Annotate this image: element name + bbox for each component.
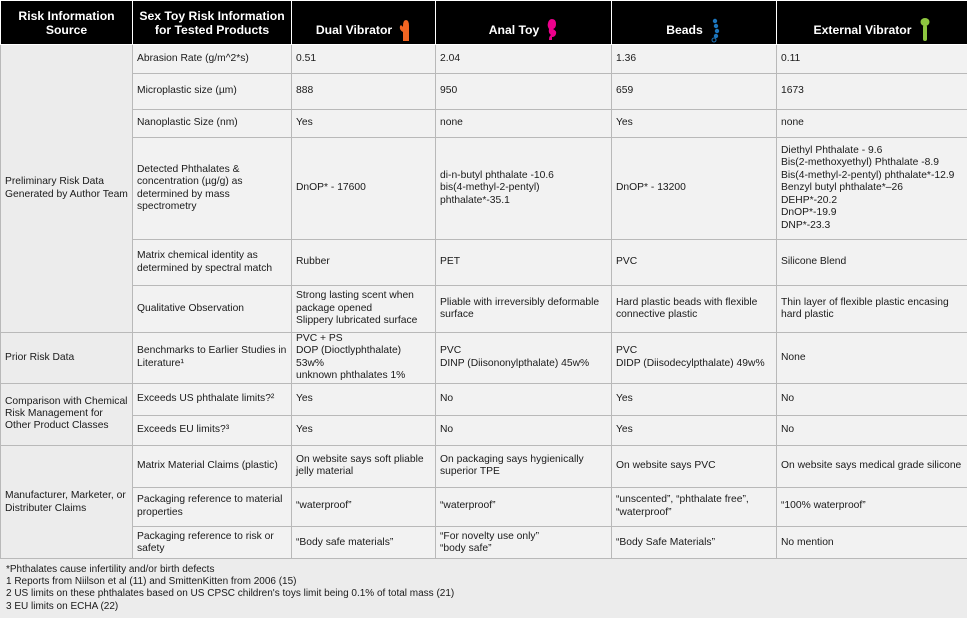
table-cell: none [777,110,967,138]
table-cell: PVC DINP (Diisononylpthalate) 45w% [436,333,612,384]
row-label: Exceeds EU limits?³ [133,415,292,445]
table-cell: None [777,333,967,384]
table-cell: di-n-butyl phthalate -10.6 bis(4-methyl-2-pentyl) phthalate*-35.1 [436,138,612,240]
table-row [1,286,967,333]
header-external-vibrator [777,1,967,45]
footnote: 1 Reports from Niilson et al (11) and SmittenKitten from 2006 (15) [6,576,297,588]
table-cell: Yes [292,415,436,445]
table-cell: “For novelty use only” “body safe” [436,526,612,560]
row-label: Nanoplastic Size (nm) [133,110,292,138]
table-row [1,445,967,487]
row-label: Exceeds US phthalate limits?² [133,383,292,415]
header-anal-toy [436,1,612,45]
header-dual-vibrator-label: Dual Vibrator [315,22,393,37]
table-cell: “waterproof” [292,487,436,526]
table-cell: Strong lasting scent when package opened Slippery lubricated surface [292,286,436,333]
table-cell: No mention [777,526,967,560]
beads-icon [710,17,722,43]
external-vibrator-icon [919,17,931,43]
row-label: Abrasion Rate (g/m^2*s) [133,45,292,74]
table-cell: Hard plastic beads with flexible connective plastic [612,286,777,333]
table-cell: No [777,383,967,415]
table-cell: On website says soft pliable jelly material [292,445,436,487]
table-cell: PVC DIDP (Diisodecylpthalate) 49w% [612,333,777,384]
table-row [1,383,967,415]
row-label: Matrix chemical identity as determined by spectral match [133,240,292,286]
table-cell: DnOP* - 13200 [612,138,777,240]
row-label: Packaging reference to risk or safety [133,526,292,560]
table-cell: Thin layer of flexible plastic encasing hard plastic [777,286,967,333]
footnotes [0,558,967,618]
row-label: Benchmarks to Earlier Studies in Literature¹ [133,333,292,384]
table-cell: “Body safe materials” [292,526,436,560]
table-cell: “unscented”, “phthalate free”, “waterproof” [612,487,777,526]
table-cell: “100% waterproof” [777,487,967,526]
table-cell: Diethyl Phthalate - 9.6 Bis(2-methoxyethyl) Phthalate -8.9 Bis(4-methyl-2-pentyl) phthalate*-12.9 Benzyl butyl phthalate*–26 DEHP*-20.2 DnOP*-19.9 DNP*-23.3 [777,138,967,240]
header-dual-vibrator [292,1,436,45]
table-cell: 2.04 [436,45,612,74]
row-label: Microplastic size (µm) [133,74,292,110]
row-label: Qualitative Observation [133,286,292,333]
anal-toy-icon [546,17,558,43]
table-row [1,240,967,286]
table-cell: Rubber [292,240,436,286]
table-row [1,74,967,110]
table-cell: 1673 [777,74,967,110]
header-external-vibrator-label: External Vibrator [813,22,912,37]
table-cell: Yes [612,415,777,445]
footnote: *Phthalates cause infertility and/or birth defects [6,564,215,575]
table-row [1,45,967,74]
table-cell: DnOP* - 17600 [292,138,436,240]
table-cell: PET [436,240,612,286]
header-anal-toy-label: Anal Toy [488,22,540,37]
table-cell: Yes [292,110,436,138]
table-cell: Yes [612,110,777,138]
table-cell: Yes [612,383,777,415]
header-risk-info: Sex Toy Risk Information for Tested Products [133,1,292,45]
table-cell: 888 [292,74,436,110]
table-cell: No [436,383,612,415]
footnote: 3 EU limits on ECHA (22) [6,600,119,612]
table-cell: No [777,415,967,445]
header-row [1,1,967,45]
row-label: Matrix Material Claims (plastic) [133,445,292,487]
row-label: Packaging reference to material properties [133,487,292,526]
table-cell: PVC [612,240,777,286]
table-cell: No [436,415,612,445]
table-cell: “Body Safe Materials” [612,526,777,560]
table-cell: 0.11 [777,45,967,74]
table-cell: Pliable with irreversibly deformable surface [436,286,612,333]
table-row [1,110,967,138]
footnote: 2 US limits on these phthalates based on US CPSC children's toys limit being 0.1% of total mass (21) [6,588,455,600]
table-cell: 659 [612,74,777,110]
source-cell: Manufacturer, Marketer, or Distributer Claims [1,445,133,560]
table-cell: On packaging says hygienically superior TPE [436,445,612,487]
source-cell: Comparison with Chemical Risk Management for Other Product Classes [1,383,133,445]
header-beads [612,1,777,45]
table-cell: none [436,110,612,138]
table-cell: Yes [292,383,436,415]
table-row [1,526,967,560]
source-cell: Preliminary Risk Data Generated by Author Team [1,45,133,333]
header-source: Risk Information Source [1,1,133,45]
table-cell: 950 [436,74,612,110]
source-cell: Prior Risk Data [1,333,133,384]
table-cell: On website says medical grade silicone [777,445,967,487]
dual-vibrator-icon [399,17,411,43]
table-cell: On website says PVC [612,445,777,487]
row-label: Detected Phthalates & concentration (µg/g) as determined by mass spectrometry [133,138,292,240]
table-cell: 0.51 [292,45,436,74]
table-row [1,333,967,384]
header-beads-label: Beads [666,22,703,37]
table-row [1,487,967,526]
table-row [1,415,967,445]
table-row [1,138,967,240]
table-cell: 1.36 [612,45,777,74]
table-cell: PVC + PS DOP (Dioctlyphthalate) 53w% unknown phthalates 1% [292,333,436,384]
table-cell: “waterproof” [436,487,612,526]
table-cell: Silicone Blend [777,240,967,286]
